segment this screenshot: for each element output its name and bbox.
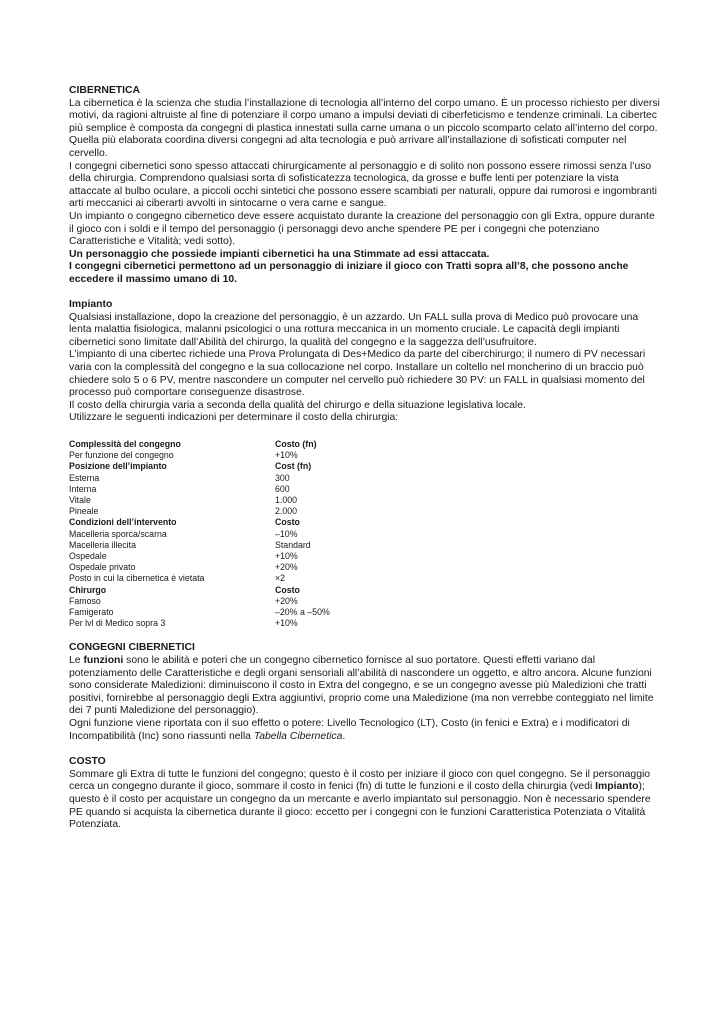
table-cell-value: Costo	[275, 584, 300, 595]
table-cell-label: Famoso	[69, 595, 101, 606]
bold-term: funzioni	[83, 655, 124, 667]
table-cell-label: Vitale	[69, 495, 91, 506]
paragraph: L’impianto di una cibertec richiede una Prova Prolungata di Des+Medico da parte del ciberchirurgo; il numero di PV necessari varia con la complessità del congegno e la sua collocazione nel corpo. Installare un coltello nel moncherino di un braccio può chiedere solo 5 o 6 PV, mentre nascondere un computer nel cervello può richiedere 30 PV: un FALL in qualsiasi momento del processo può comportare conseguenze disastrose.	[69, 349, 646, 399]
table-cell-label: Chirurgo	[69, 584, 107, 595]
table-row	[69, 473, 330, 484]
paragraph: Un impianto o congegno cibernetico deve essere acquistato durante la creazione del personaggio con gli Extra, oppure durante il gioco con i soldi e il tempo del personaggio (i personaggi devo anche spendere PE per i congegni che potenziano Caratteristiche e Vitalità; vedi sotto).	[69, 210, 655, 248]
table-cell-label: Condizioni dell’intervento	[69, 517, 177, 528]
table-row	[69, 596, 330, 607]
table-cell-label: Ospedale	[69, 551, 107, 562]
table-cell-label: Posizione dell’impianto	[69, 461, 167, 472]
table-row	[69, 551, 330, 562]
table-cell-value: 300	[275, 472, 290, 483]
table-cell-label: Macelleria illecita	[69, 539, 136, 550]
table-cell-label: Posto in cui la cibernetica è vietata	[69, 573, 205, 584]
table-row	[69, 573, 330, 584]
table-row	[69, 495, 330, 506]
paragraph: Qualsiasi installazione, dopo la creazione del personaggio, è un azzardo. Un FALL sulla prova di Medico può provocare una lenta malattia fisiologica, malanni psicologici o una rottura meccanica in un momento cruciale. Le capacità degli impianti cibernetici sono limitate dall’Abilità del chirurgo, la qualità del congegno e la saggezza dell’usufruitore.	[69, 311, 639, 348]
table-cell-value: +20%	[275, 595, 298, 606]
table-cell-label: Per funzione del congegno	[69, 450, 174, 461]
paragraph: Il costo della chirurgia varia a seconda della qualità del chirurgo e della situazione legislativa locale.	[69, 399, 526, 411]
bold-paragraph: I congegni cibernetici permettono ad un personaggio di iniziare il gioco con Tratti sopra all’8, che possono anche eccedere il massimo umano di 10.	[69, 261, 629, 285]
table-cell-value: –20% a –50%	[275, 607, 330, 618]
paragraph: I congegni cibernetici sono spesso attaccati chirurgicamente al personaggio e di solito non possono essere rimossi senza l’uso della chirurgia. Comprendono qualsiasi sorta di sofisticatezza tecnologica, da grosse e buffe lenti per potenziare la vista attaccate al bulbo oculare, a piccoli occhi sintetici che possono essere scambiati per naturali, oppure dai rumorosi e ingombranti arti meccanici ai ciberarti avvolti in sintocarne o vera carne e sangue.	[69, 160, 657, 210]
surgery-cost-table	[69, 439, 330, 629]
text-run: Le	[69, 655, 84, 667]
table-cell-value: 1.000	[275, 495, 298, 506]
table-cell-value: Standard	[275, 539, 311, 550]
bold-paragraph: Un personaggio che possiede impianti cibernetici ha una Stimmate ad essi attaccata.	[69, 248, 490, 260]
paragraph	[69, 718, 661, 743]
table-cell-value: +20%	[275, 562, 298, 573]
section-title: CONGEGNI CIBERNETICI	[69, 642, 195, 654]
section-title: CIBERNETICA	[69, 85, 141, 96]
bold-term: Impianto	[595, 781, 639, 793]
italic-reference: Tabella Cibernetica	[253, 730, 343, 742]
table-cell-label: Per lvl di Medico sopra 3	[69, 618, 166, 629]
document-page	[69, 85, 661, 832]
table-cell-value: –10%	[275, 528, 298, 539]
table-header-row	[69, 461, 330, 472]
table-cell-value: 600	[275, 483, 290, 494]
table-cell-value: Costo	[275, 517, 300, 528]
table-cell-label: Esterna	[69, 472, 100, 483]
table-cell-value: +10%	[275, 450, 298, 461]
text-run: Sommare gli Extra di tutte le funzioni del congegno; questo è il costo per iniziare il gioco con quel congegno. Se il personaggio cerca un congegno durante il gioco, sommare il costo in fenici (fn) di tutte le funzioni e il costo della chirurgia (vedi	[69, 768, 651, 793]
section-title: COSTO	[69, 756, 106, 768]
table-row	[69, 529, 330, 540]
section-cibernetica	[69, 85, 661, 287]
paragraph	[69, 769, 661, 832]
table-header-row	[69, 517, 330, 528]
table-cell-value: Cost (fn)	[275, 461, 312, 472]
table-row	[69, 484, 330, 495]
table-row	[69, 562, 330, 573]
table-header-row	[69, 439, 330, 450]
table-cell-label: Interna	[69, 483, 97, 494]
text-run: Ogni funzione viene riportata con il suo effetto o potere: Livello Tecnologico (LT), Costo (in fenici e Extra) e i modificatori di Incompatibilità (Inc) sono riassunti nella	[69, 718, 630, 742]
text-run: sono le abilità e poteri che un congegno cibernetico fornisce al suo portatore. Questi effetti variano dal potenziamento delle Caratteristiche e degli organi sensoriali all’abilità di nascondere un oggetto, e altro ancora. Alcune funzioni sono considerate Maledizioni: diminuiscono il costo in Extra del congegno, e se un congegno avesse più Maledizioni che tratti positivi, fornirebbe al personaggio degli Extra aggiuntivi, proprio come una Maledizione (ma non verrebbe conteggiato nel limite dei 7 punti Maledizione del personaggio).	[69, 655, 654, 717]
section-impianto	[69, 299, 661, 425]
table-cell-label: Pineale	[69, 506, 99, 517]
table-row	[69, 540, 330, 551]
text-run: .	[342, 730, 346, 742]
table-row	[69, 450, 330, 461]
section-costo	[69, 756, 661, 832]
table-row	[69, 618, 330, 629]
table-cell-label: Macelleria sporca/scarna	[69, 528, 167, 539]
paragraph: Utilizzare le seguenti indicazioni per determinare il costo della chirurgia:	[69, 412, 399, 424]
table-cell-value: +10%	[275, 618, 298, 629]
table-cell-label: Ospedale privato	[69, 562, 136, 573]
section-congegni-cibernetici	[69, 642, 661, 743]
text-run: ); questo è il costo per acquistare un congegno da un mercante e averlo impiantato sul personaggio. Non è necessario spendere PE quando si acquista la cibernetica durante il gioco: eccetto per i congegni con le funzioni Caratteristica Potenziata o Vitalità Potenziata.	[69, 781, 651, 831]
section-title: Impianto	[69, 299, 113, 311]
table-cell-value: ×2	[275, 573, 286, 584]
table-cell-value: +10%	[275, 551, 298, 562]
table-row	[69, 506, 330, 517]
table-cell-label: Complessità del congegno	[69, 439, 181, 450]
table-header-row	[69, 585, 330, 596]
paragraph: La cibernetica è la scienza che studia l’installazione di tecnologia all’interno del corpo umano. È un processo richiesto per diversi motivi, da ragioni altruiste al fine di potenziare il corpo umano a impulsi deviati di ciberfeticismo e tendenze criminali. La cibertec più semplice è composta da congegni di plastica innestati sulla carne umana o un piccolo scomparto celato all’interno del corpo. Quella più elaborata coordina diversi congegni ad alta tecnologia e può arrivare all’installazione di sofisticati computer nel cervello.	[69, 97, 660, 159]
paragraph	[69, 655, 661, 718]
table-row	[69, 607, 330, 618]
table-cell-value: 2.000	[275, 506, 298, 517]
table-cell-label: Famigerato	[69, 607, 114, 618]
table-cell-value: Costo (fn)	[275, 439, 317, 450]
